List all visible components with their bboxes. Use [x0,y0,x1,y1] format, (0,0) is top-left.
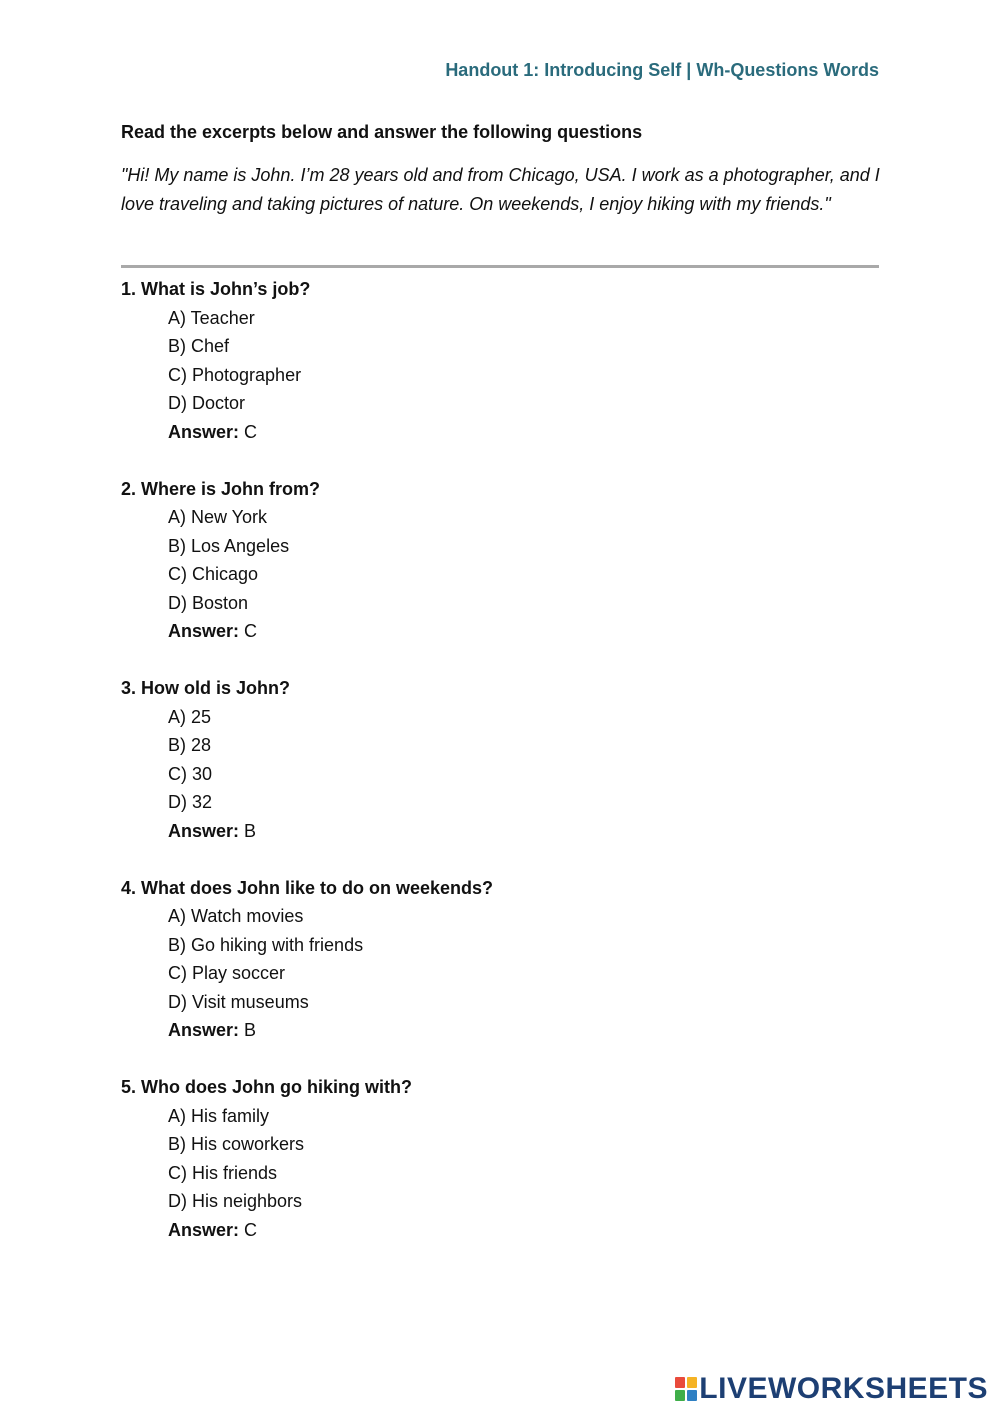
answer-key [121,817,881,846]
reading-excerpt: "Hi! My name is John. I’m 28 years old and from Chicago, USA. I work as a photographer, and I love traveling and taking pictures of nature. On weekends, I enjoy hiking with my friends." [121,165,880,214]
answer-label: Answer: [168,621,240,641]
answer-value: C [244,1219,258,1240]
answer-option: B) Chef [168,336,230,356]
answer-label: Answer: [168,1219,240,1240]
answer-value: C [244,621,258,641]
question-2 [121,475,881,646]
answer-label: Answer: [168,820,240,841]
answer-option: A) 25 [168,706,212,727]
answer-option: D) His neighbors [168,1191,303,1211]
answer-option: B) 28 [168,735,212,755]
question-title: 1. What is John’s job? [121,279,311,299]
answer-value: B [244,820,257,841]
answer-label: Answer: [168,421,240,442]
answer-key [121,1016,881,1045]
answer-option: C) Play soccer [168,963,286,983]
question-title: 4. What does John like to do on weekends? [121,877,494,898]
instructions-heading: Read the excerpts below and answer the following questions [121,122,643,142]
answer-label: Answer: [168,1020,240,1040]
answer-option: B) Go hiking with friends [168,934,364,955]
question-title: 5. Who does John go hiking with? [121,1077,412,1097]
handout-title: Handout 1: Introducing Self | Wh-Questions Words [445,60,879,80]
answer-option: C) 30 [168,763,213,784]
answer-key [121,418,881,447]
answer-option: C) Photographer [168,364,302,385]
answer-option: C) His friends [168,1162,278,1183]
question-title: 2. Where is John from? [121,478,321,499]
liveworksheets-logo[interactable] [675,1372,988,1406]
answer-key [121,1216,881,1245]
question-list [121,275,881,1273]
answer-option: A) His family [168,1105,270,1126]
answer-option: A) New York [168,507,268,527]
answer-value: B [244,1020,257,1040]
section-divider [121,265,879,268]
question-4 [121,874,881,1045]
answer-option: A) Watch movies [168,906,304,926]
answer-option: D) 32 [168,792,213,812]
answer-option: B) Los Angeles [168,535,290,556]
answer-option: D) Boston [168,592,249,613]
logo-text: LIVEWORKSHEETS [699,1372,988,1405]
question-1 [121,275,881,446]
answer-option: B) His coworkers [168,1134,305,1154]
answer-key [121,617,881,646]
question-5 [121,1073,881,1244]
answer-option: A) Teacher [168,307,255,328]
question-title: 3. How old is John? [121,678,291,698]
liveworksheets-logo-icon [675,1377,697,1401]
question-3 [121,674,881,845]
answer-value: C [244,421,258,442]
answer-option: C) Chicago [168,564,259,584]
answer-option: D) Doctor [168,393,246,413]
answer-option: D) Visit museums [168,991,309,1012]
